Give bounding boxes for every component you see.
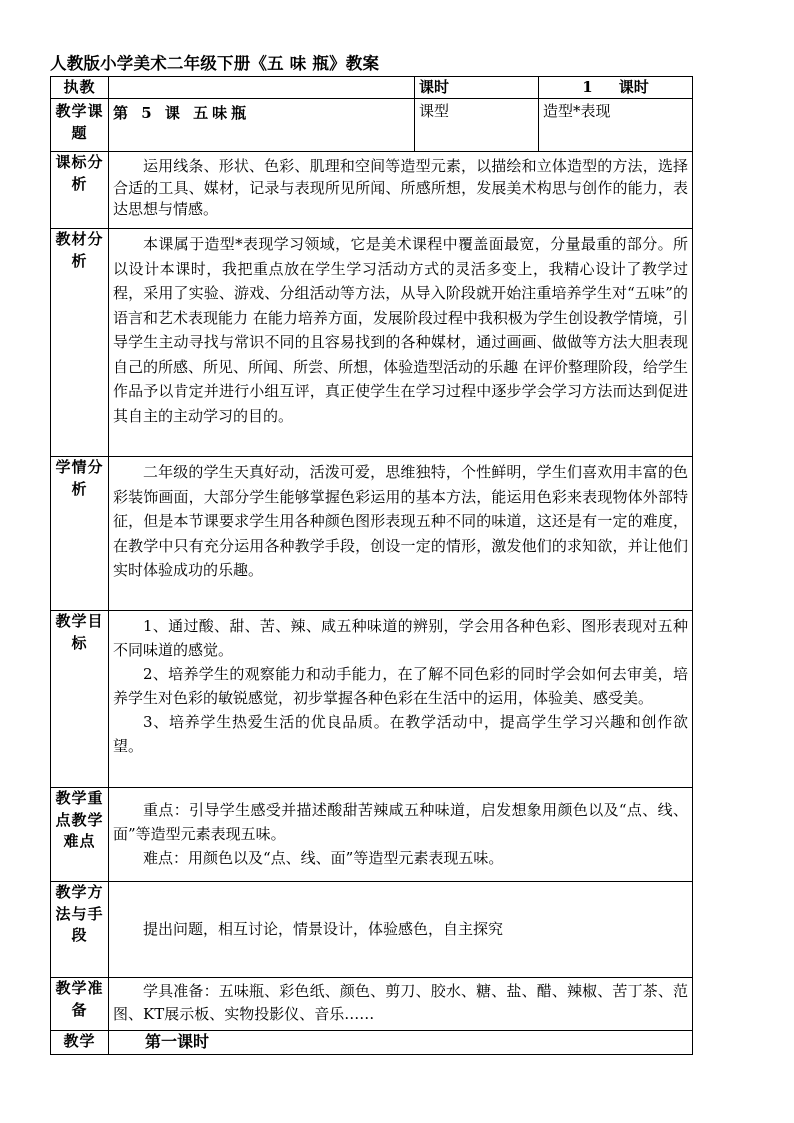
row-goals — [51, 611, 693, 788]
prep-label: 教学准备 — [51, 978, 109, 1031]
key-point-text: 重点：引导学生感受并描述酸甜苦辣咸五种味道，启发想象用颜色以及“点、线、面”等造型元素表现五味。 — [113, 801, 688, 843]
material-cell — [109, 229, 693, 457]
row-key-points — [51, 788, 693, 882]
row-methods — [51, 882, 693, 978]
material-text: 本课属于造型*表现学习领域，它是美术课程中覆盖面最宽，分量最重的部分。所以设计本课时，我把重点放在学生学习活动方式的灵活多变上，我精心设计了教学过程，采用了实验、游戏、分组活动等方法，从导入阶段就开始注重培养学生对“五味”的语言和艺术表现能力 在能力培养方面，发展阶段过程中我积极为学生创设教学情境，引导学生主动寻找与常识不同的且容易找到的各种媒材，通过画画、做做等方法大胆表现自己的所感、所见、所闻、所尝、所想，体验造型活动的乐趣 在评价整理阶段，给学生作品予以肯定并进行小组互评，真正使学生在学习过程中逐步学会学习方法而达到促进其自主的主动学习的目的。 — [113, 235, 688, 425]
period-unit: 课时 — [618, 78, 649, 96]
methods-label: 教学方法与手段 — [51, 882, 109, 978]
lesson-plan-table — [50, 76, 693, 1055]
row-teacher — [51, 77, 693, 99]
row-standard — [51, 152, 693, 229]
teacher-label: 执教 — [51, 77, 109, 99]
prep-cell — [109, 978, 693, 1031]
standard-text: 运用线条、形状、色彩、肌理和空间等造型元素，以描绘和立体造型的方法，选择合适的工具、媒材，记录与表现所见所闻、所感所想，发展美术构思与创作的能力，表达思想与情感。 — [113, 157, 688, 218]
students-cell — [109, 457, 693, 611]
row-process — [51, 1031, 693, 1055]
goals-label: 教学目标 — [51, 611, 109, 788]
type-label: 课型 — [415, 99, 539, 152]
period-value — [539, 77, 693, 99]
key-points-label: 教学重点教学难点 — [51, 788, 109, 882]
row-material — [51, 229, 693, 457]
difficulty-text: 难点：用颜色以及“点、线、面”等造型元素表现五味。 — [143, 849, 504, 867]
goal-item: 3、培养学生热爱生活的优良品质。在教学活动中，提高学生学习兴趣和创作欲望。 — [113, 713, 688, 755]
row-students — [51, 457, 693, 611]
goals-cell — [109, 611, 693, 788]
methods-text: 提出问题，相互讨论，情景设计，体验感色，自主探究 — [143, 919, 504, 938]
goal-item: 1、通过酸、甜、苦、辣、咸五种味道的辨别，学会用各种色彩、图形表现对五种不同味道的感觉。 — [113, 617, 688, 659]
row-prep — [51, 978, 693, 1031]
topic-label: 教学课题 — [51, 99, 109, 152]
process-cell — [109, 1031, 693, 1055]
goal-item: 2、培养学生的观察能力和动手能力，在了解不同色彩的同时学会如何去审美，培养学生对色彩的敏锐感觉，初步掌握各种色彩在生活中的运用，体验美、感受美。 — [113, 665, 688, 707]
lesson-title: 第 5 课 五味瓶 — [109, 99, 415, 152]
row-topic — [51, 99, 693, 152]
process-label: 教学 — [51, 1031, 109, 1055]
methods-cell — [109, 882, 693, 978]
type-value: 造型*表现 — [539, 99, 693, 152]
first-period-heading: 第一课时 — [145, 1032, 210, 1051]
period-number: 1 — [582, 78, 593, 96]
standard-cell — [109, 152, 693, 229]
standard-label: 课标分析 — [51, 152, 109, 229]
period-label: 课时 — [415, 77, 539, 99]
prep-text: 学具准备：五味瓶、彩色纸、颜色、剪刀、胶水、糖、盐、醋、辣椒、苦丁茶、范图、KT展示板、实物投影仪、音乐…… — [113, 982, 688, 1023]
students-label: 学情分析 — [51, 457, 109, 611]
key-points-cell — [109, 788, 693, 882]
document-title: 人教版小学美术二年级下册《五 味 瓶》教案 — [50, 54, 380, 73]
teacher-value — [109, 77, 415, 99]
material-label: 教材分析 — [51, 229, 109, 457]
students-text: 二年级的学生天真好动，活泼可爱，思维独特，个性鲜明，学生们喜欢用丰富的色彩装饰画面，大部分学生能够掌握色彩运用的基本方法，能运用色彩来表现物体外部特征，但是本节课要求学生用各种颜色图形表现五种不同的味道，这还是有一定的难度，在教学中只有充分运用各种教学手段，创设一定的情形，激发他们的求知欲，并让他们实时体验成功的乐趣。 — [113, 463, 688, 579]
